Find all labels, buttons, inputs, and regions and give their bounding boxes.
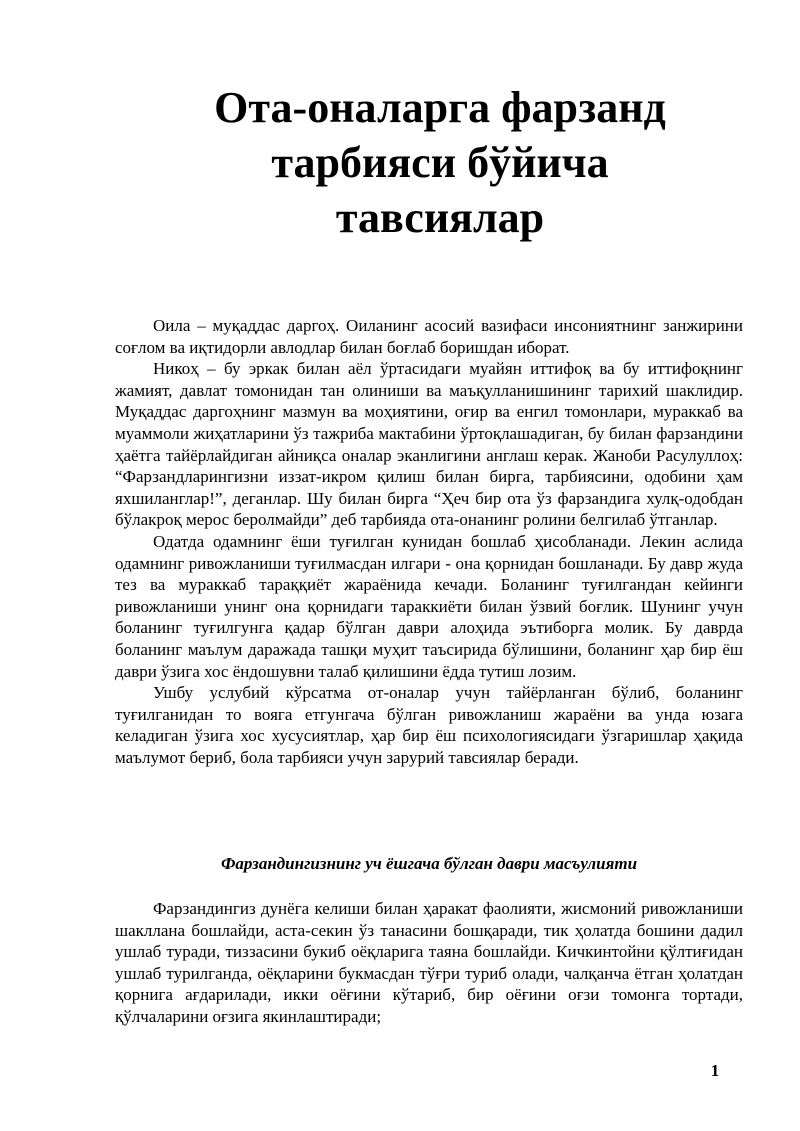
- body-text: [115, 315, 743, 768]
- paragraph: Фарзандингиз дунёга келиши билан ҳаракат фаолияти, жисмоний ривожланиши шакллана бошлайди, аста-секин ўз танасини бошқаради, тик ҳолатда бошини дадил ушлаб туради, тиззасини букиб оёқларига таяна бошлайди. Кичкинтойни қўлтиғидан ушлаб турилганда, оёқларини букмасдан тўғри туриб олади, чалқанча ётган ҳолатдан қорнига ағдарилади, икки оёғини кўтариб, бир оёғини оғзи томонга тортади, қўлчаларини оғзига якинлаштиради;: [115, 899, 743, 1026]
- paragraph: Одатда одамнинг ёши туғилган кунидан бошлаб ҳисобланади. Лекин аслида одамнинг ривожланиши туғилмасдан илгари - она қорнидан бошланади. Бу давр жуда тез ва мураккаб тараққиёт жараёнида кечади. Боланинг туғилгандан кейинги ривожланиши унинг она қорнидаги тараккиёти билан ўзвий боғлик. Шунинг учун боланинг туғилгунга қадар бўлган даври алоҳида эътиборга молик. Бу даврда боланинг маълум даражада ташқи муҳит таъсирида бўлишини, боланинг ҳар бир ёш даври ўзига хос ёндошувни талаб қилишини ёдда тутиш лозим.: [115, 531, 743, 681]
- title-line-1: Ота-оналарга фарзанд: [214, 83, 666, 132]
- page-number: 1: [710, 1061, 720, 1080]
- paragraph: Ушбу услубий кўрсатма от-оналар учун тайёрланган бўлиб, боланинг туғилганидан то вояга етгунгача бўлган ривожланиш жараёни ва унда юзага келадиган ўзига хос хусусиятлар, ҳар бир ёш психологиясидаги ўзгаришлар ҳақида маълумот бериб, бола тарбияси учун зарурий тавсиялар беради.: [115, 683, 743, 767]
- paragraph: Оила – муқаддас даргоҳ. Оиланинг асосий вазифаси инсониятнинг занжирини соғлом ва иқтидорли авлодлар билан боғлаб боришдан иборат.: [115, 316, 743, 357]
- section-heading: Фарзандингизнинг уч ёшгача бўлган даври масъулияти: [220, 854, 638, 873]
- section-body-text: [115, 898, 743, 1028]
- title-line-3: тавсиялар: [335, 193, 545, 242]
- title-line-2: тарбияси бўйича: [271, 138, 609, 187]
- paragraph: Никоҳ – бу эркак билан аёл ўртасидаги муайян иттифоқ ва бу иттифоқнинг жамият, давлат томонидан тан олиниши ва маъқулланишининг тарихий шаклидир. Муқаддас даргоҳнинг мазмун ва моҳиятини, оғир ва енгил томонлари, мураккаб ва муаммоли жиҳатларини ўз тажриба мактабини ўртоқлашадиган, бу билан фарзандини ҳаётга тайёрлайдиган айниқса оналар эканлигини англаш керак. Жаноби Расулуллоҳ: “Фарзандларингизни иззат-икром қилиш билан бирга, тарбиясини, одобини ҳам яхшиланглар!”, деганлар. Шу билан бирга “Ҳеч бир ота ўз фарзандига хулқ-одобдан бўлакроқ мерос беролмайди” деб тарбияда ота-онанинг ролини белгилаб ўтганлар.: [115, 359, 743, 530]
- page-title: [150, 80, 730, 245]
